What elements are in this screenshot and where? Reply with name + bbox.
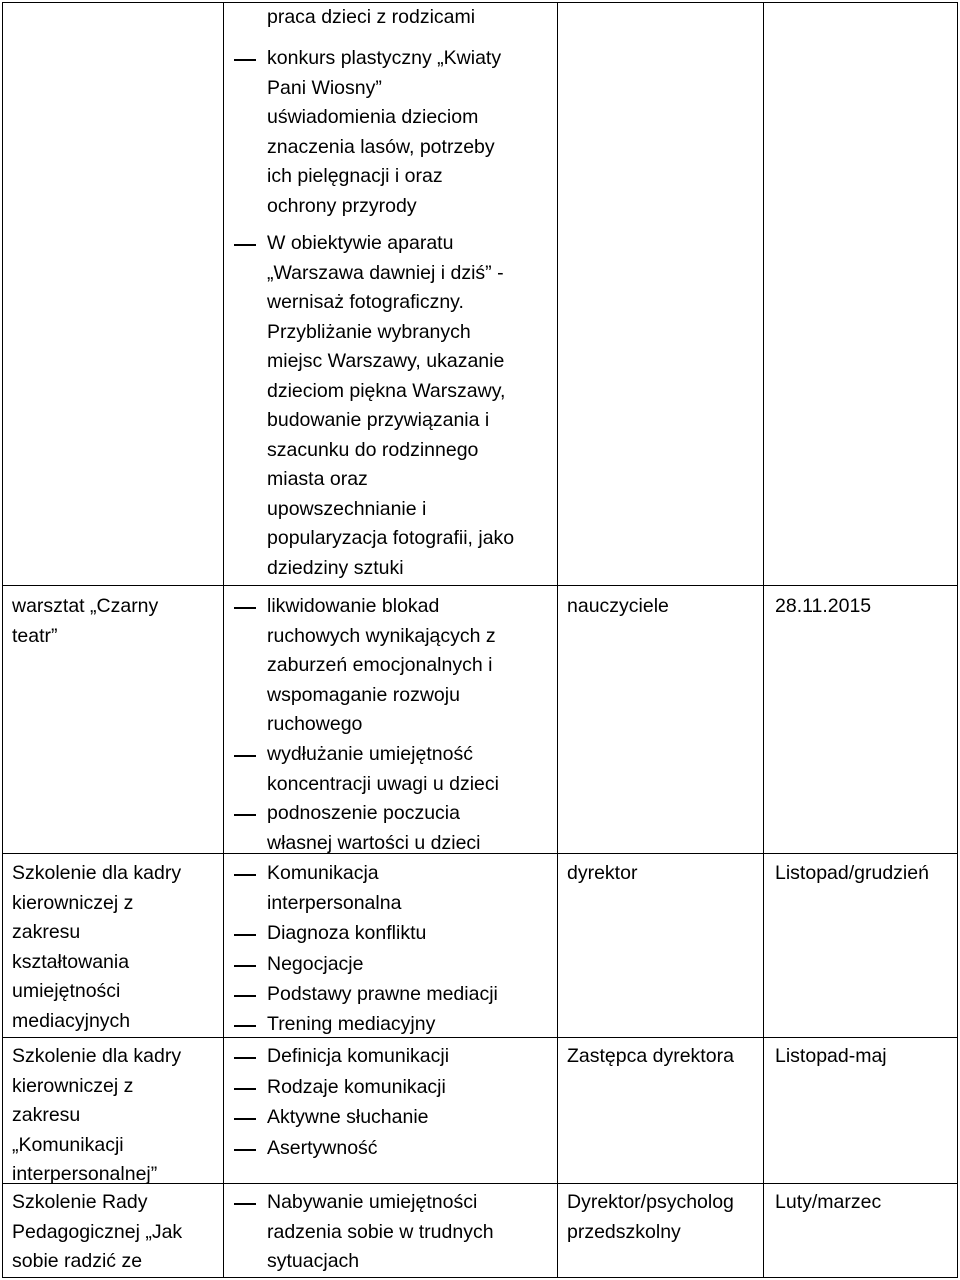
activity-name-line: kształtowania xyxy=(12,950,130,973)
table-border-right xyxy=(957,2,958,1278)
description-item-line: koncentracji uwagi u dzieci xyxy=(267,772,499,795)
description-item-line: ich pielęgnacji i oraz xyxy=(267,165,443,187)
table-border-col3 xyxy=(557,2,558,1278)
description-item-line: likwidowanie blokad xyxy=(267,595,440,617)
activity-name-line: Szkolenie dla kadry xyxy=(12,862,182,884)
table-border-col2 xyxy=(223,2,224,1278)
description-item-line: Podstawy prawne mediacji xyxy=(267,983,498,1005)
bullet-dash-icon xyxy=(234,1088,256,1090)
description-item-line: własnej wartości u dzieci xyxy=(267,831,481,854)
description-item-line: „Warszawa dawniej i dziś” - xyxy=(267,261,504,284)
activity-name-line: umiejętności xyxy=(12,980,121,1002)
activity-name-line: „Komunikacji xyxy=(12,1133,124,1156)
responsible-person-line: Dyrektor/psycholog xyxy=(567,1191,734,1213)
description-item-line: miejsc Warszawy, ukazanie xyxy=(267,350,505,372)
bullet-dash-icon xyxy=(234,814,256,816)
description-item-line: znaczenia lasów, potrzeby xyxy=(267,135,495,158)
description-item-line: dziedziny sztuki xyxy=(267,556,404,579)
bullet-dash-icon xyxy=(234,755,256,757)
bullet-dash-icon xyxy=(234,1118,256,1120)
description-item-line: Negocjacje xyxy=(267,953,364,975)
description-item-line: Aktywne słuchanie xyxy=(267,1106,429,1128)
activity-name-line: Pedagogicznej „Jak xyxy=(12,1220,183,1243)
bullet-dash-icon xyxy=(234,1203,256,1205)
description-item-line: ruchowego xyxy=(267,713,363,735)
description-item-line: Asertywność xyxy=(267,1137,378,1159)
date-line: Luty/marzec xyxy=(775,1191,882,1213)
responsible-person-line: Zastępca dyrektora xyxy=(567,1045,734,1067)
description-item-line: ochrony przyrody xyxy=(267,194,417,217)
description-item-line: zaburzeń emocjonalnych i xyxy=(267,654,493,676)
bullet-dash-icon xyxy=(234,995,256,997)
description-item-line: podnoszenie poczucia xyxy=(267,802,460,824)
description-item-line: Trening mediacyjny xyxy=(267,1013,436,1035)
description-item-line: Definicja komunikacji xyxy=(267,1045,450,1067)
responsible-person-line: nauczyciele xyxy=(567,595,669,617)
description-item-line: W obiektywie aparatu xyxy=(267,232,454,254)
description-intro-line: praca dzieci z rodzicami xyxy=(267,6,476,28)
description-item-line: Przybliżanie wybranych xyxy=(267,320,471,343)
row-divider xyxy=(2,1037,958,1038)
activity-name-line: warsztat „Czarny xyxy=(12,595,159,617)
table-border-col4 xyxy=(763,2,764,1278)
activity-name-line: zakresu xyxy=(12,1104,81,1126)
description-item-line: konkurs plastyczny „Kwiaty xyxy=(267,47,502,69)
responsible-person-line: przedszkolny xyxy=(567,1220,681,1243)
bullet-dash-icon xyxy=(234,965,256,967)
responsible-person-line: dyrektor xyxy=(567,862,638,884)
activity-name-line: zakresu xyxy=(12,921,81,943)
description-item-line: ruchowych wynikających z xyxy=(267,624,496,647)
description-item-line: miasta oraz xyxy=(267,468,368,490)
description-item-line: Nabywanie umiejętności xyxy=(267,1191,478,1213)
bullet-dash-icon xyxy=(234,607,256,609)
description-item-line: interpersonalna xyxy=(267,891,402,914)
bullet-dash-icon xyxy=(234,1025,256,1027)
activity-name-line: interpersonalnej” xyxy=(12,1163,158,1185)
activity-name-line: Szkolenie Rady xyxy=(12,1191,148,1213)
table-border-top xyxy=(2,2,958,3)
description-item-line: wspomaganie rozwoju xyxy=(267,683,460,706)
description-item-line: wernisaż fotograficzny. xyxy=(267,291,464,313)
description-item-line: dzieciom piękna Warszawy, xyxy=(267,379,506,402)
description-item-line: sytuacjach xyxy=(267,1250,360,1272)
row-divider xyxy=(2,585,958,586)
table-border-bottom xyxy=(2,1277,958,1278)
description-item-line: popularyzacja fotografii, jako xyxy=(267,527,515,549)
description-item-line: Rodzaje komunikacji xyxy=(267,1076,446,1098)
bullet-dash-icon xyxy=(234,874,256,876)
bullet-dash-icon xyxy=(234,1149,256,1151)
date-line: Listopad/grudzień xyxy=(775,862,929,884)
activity-name-line: kierowniczej z xyxy=(12,1074,134,1097)
activity-name-line: kierowniczej z xyxy=(12,891,134,914)
description-item-line: upowszechnianie i xyxy=(267,497,427,520)
bullet-dash-icon xyxy=(234,244,256,246)
bullet-dash-icon xyxy=(234,1057,256,1059)
description-item-line: szacunku do rodzinnego xyxy=(267,438,479,461)
activity-name-line: sobie radzić ze xyxy=(12,1250,143,1272)
description-item-line: uświadomienia dzieciom xyxy=(267,106,479,128)
activity-name-line: Szkolenie dla kadry xyxy=(12,1045,182,1067)
activity-name-line: teatr” xyxy=(12,624,58,647)
description-item-line: Komunikacja xyxy=(267,862,379,884)
activity-name-line: mediacyjnych xyxy=(12,1009,131,1032)
description-item-line: radzenia sobie w trudnych xyxy=(267,1220,494,1243)
date-line: 28.11.2015 xyxy=(775,595,872,617)
description-item-line: Pani Wiosny” xyxy=(267,76,382,99)
date-line: Listopad-maj xyxy=(775,1045,887,1067)
description-item-line: wydłużanie umiejętność xyxy=(267,743,473,765)
bullet-dash-icon xyxy=(234,934,256,936)
bullet-dash-icon xyxy=(234,59,256,61)
description-item-line: budowanie przywiązania i xyxy=(267,409,490,431)
table-border-left xyxy=(2,2,3,1278)
description-item-line: Diagnoza konfliktu xyxy=(267,922,427,944)
